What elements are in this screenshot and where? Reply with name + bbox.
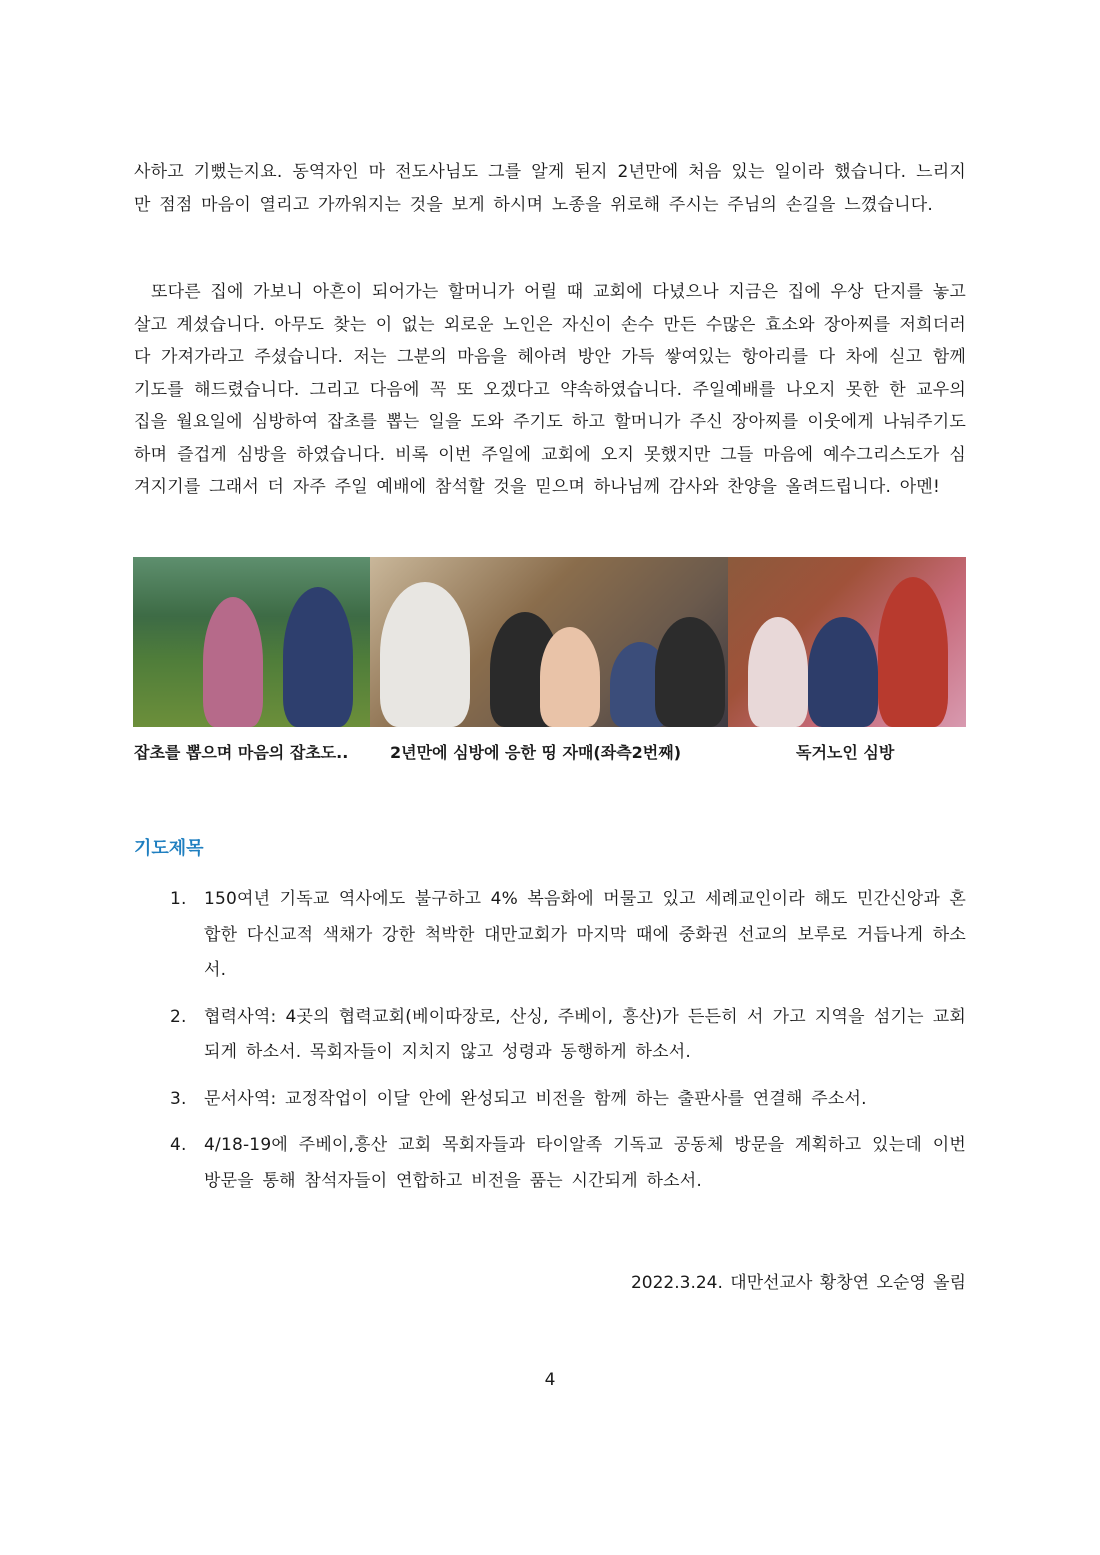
list-item [134,882,966,989]
body-paragraph-1: 사하고 기뻤는지요. 동역자인 마 전도사님도 그를 알게 된지 2년만에 처음 있는 일이라 했습니다. 느리지만 점점 마음이 열리고 가까워지는 것을 보게 하시며 노종을 위로해 주시는 주님의 손길을 느꼈습니다. [134,162,966,215]
page-number: 4 [544,1370,556,1390]
list-item-text: 150여년 기독교 역사에도 불구하고 4% 복음화에 머물고 있고 세례교인이라 해도 민간신앙과 혼합한 다신교적 색채가 강한 척박한 대만교회가 마지막 때에 중화권 선교의 보루로 거듭나게 하소서. [204,889,966,980]
caption-weeding: 잡초를 뽑으며 마음의 잡초도.. [134,743,349,762]
list-item [134,1128,966,1199]
photo-captions [134,740,966,768]
list-item-number: 2. [170,1006,187,1027]
list-item [134,1082,966,1118]
photo-elderly-visit [728,557,966,727]
signature-line: 2022.3.24. 대만선교사 황창연 오순영 올림 [630,1273,966,1293]
list-item-number: 4. [170,1135,187,1155]
prayer-list [134,882,966,1210]
list-item-text: 4/18-19에 주베이,흥산 교회 목회자들과 타이알족 기독교 공동체 방문을 계획하고 있는데 이번 방문을 통해 참석자들이 연합하고 비전을 품는 시간되게 하소서. [204,1135,966,1191]
photo-weeding [133,557,370,727]
list-item-text: 문서사역: 교정작업이 이달 안에 완성되고 비전을 함께 하는 출판사를 연결해 주소서. [204,1088,867,1109]
prayer-heading: 기도제목 [134,838,204,859]
caption-elderly-visit: 독거노인 심방 [796,743,895,762]
body-paragraph-2: 또다른 집에 가보니 아흔이 되어가는 할머니가 어릴 때 교회에 다녔으나 지금은 집에 우상 단지를 놓고 살고 계셨습니다. 아무도 찾는 이 없는 외로운 노인은 자신이 손수 만든 수많은 효소와 장아찌를 저희더러 다 가져가라고 주셨습니다. 저는 그분의 마음을 헤아려 방안 가득 쌓여있는 항아리를 다 차에 싣고 함께 기도를 해드렸습니다. 그리고 다음에 꼭 또 오겠다고 약속하였습니다. 주일예배를 나오지 못한 한 교우의 집을 월요일에 심방하여 잡초를 뽑는 일을 도와 주기도 하고 할머니가 주신 장아찌를 이웃에게 나눠주기도 하며 즐겁게 심방을 하였습니다. 비록 이번 주일에 교회에 오지 못했지만 그들 마음에 예수그리스도가 심겨지기를 그래서 더 자주 주일 예배에 참석할 것을 믿으며 하나님께 감사와 찬양을 올려드립니다. 아멘! [134,282,966,497]
list-item [134,1000,966,1071]
caption-home-visit: 2년만에 심방에 응한 띵 자매(좌측2번째) [390,743,682,762]
photo-strip [133,557,966,727]
photo-home-visit [370,557,728,727]
list-item-text: 협력사역: 4곳의 협력교회(베이따장로, 산싱, 주베이, 흥산)가 든든히 서 가고 지역을 섬기는 교회되게 하소서. 목회자들이 지치지 않고 성령과 동행하게 하소서. [204,1006,966,1062]
list-item-number: 3. [170,1088,187,1109]
list-item-number: 1. [170,889,187,909]
